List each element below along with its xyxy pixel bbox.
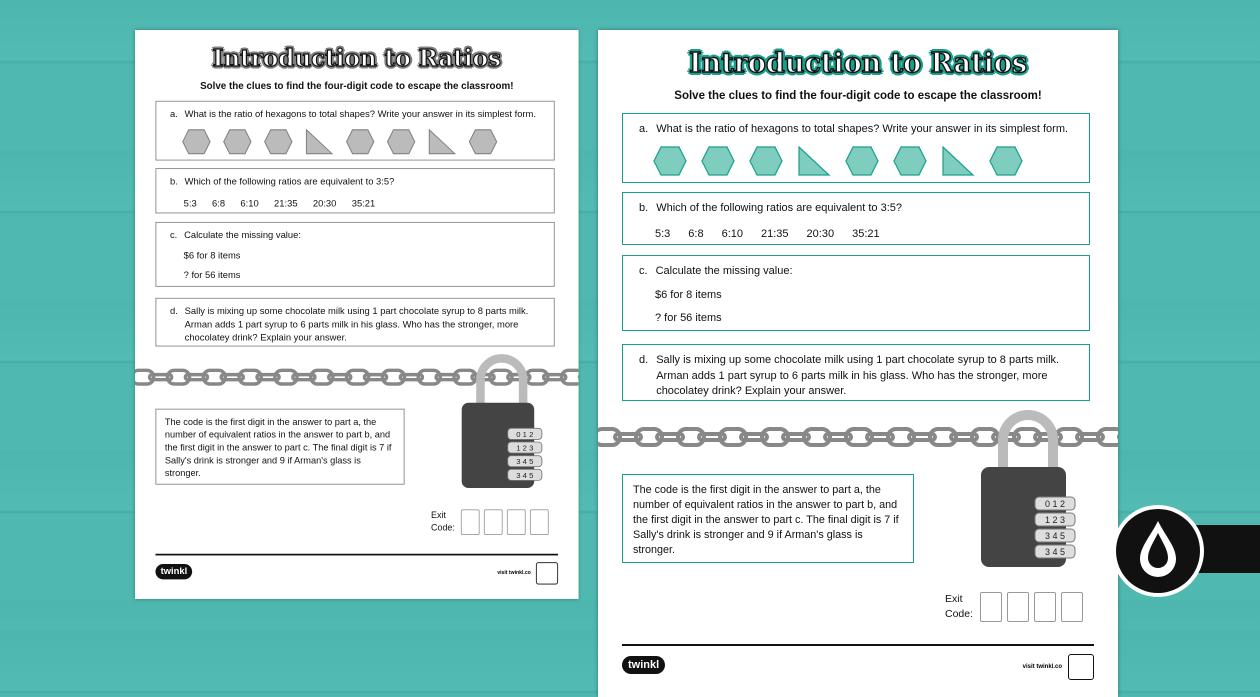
- hexagon-shape: [346, 129, 375, 159]
- lock-dial: 1 2 3: [1044, 515, 1066, 525]
- question-c: [622, 255, 1090, 331]
- code-instructions: The code is the first digit in the answer to part a, the number of equivalent ratios in the answer to part b, and the first digit in the answer to part c. The final digit is 7 if Sally's drink is stronger and 9 if Arman's glass is stronger.: [622, 474, 914, 563]
- worksheet-title: Introduction to Ratios: [212, 45, 501, 72]
- lock-dial: 3 4 5: [516, 457, 534, 467]
- hexagon-shape: [989, 146, 1023, 182]
- hexagon-shape: [469, 129, 498, 159]
- exit-code-boxes: [980, 592, 1083, 622]
- ratio-option: 5:3: [655, 227, 671, 240]
- worksheet-subtitle: Solve the clues to find the four-digit code to escape the classroom!: [674, 90, 1042, 102]
- code-digit-box[interactable]: [507, 509, 526, 535]
- triangle-shape: [797, 146, 831, 182]
- question-text: Which of the following ratios are equivalent to 3:5?: [184, 176, 395, 187]
- lock-dial: 1 2 3: [516, 443, 534, 453]
- code-instructions: The code is the first digit in the answer to part a, the number of equivalent ratios in the answer to part b, and the first digit in the answer to part c. The final digit is 7 if Sally's drink is stronger and 9 if Arman's glass is stronger.: [155, 409, 404, 485]
- price-line: $6 for 8 items: [183, 250, 241, 261]
- question-letter: c.: [639, 265, 648, 277]
- hexagon-shape: [653, 146, 687, 182]
- question-text: Which of the following ratios are equivalent to 3:5?: [656, 202, 902, 214]
- padlock-icon: [973, 405, 1083, 575]
- twinkl-logo: twinkl: [622, 656, 665, 674]
- ratio-option: 21:35: [761, 227, 789, 240]
- ratio-option: 6:8: [688, 227, 704, 240]
- hexagon-shape: [845, 146, 879, 182]
- question-letter: d.: [169, 306, 178, 317]
- question-b: [622, 192, 1090, 245]
- hexagon-shape: [223, 129, 252, 159]
- ratio-option: 21:35: [274, 198, 298, 209]
- visit-link: visit twinkl.co: [497, 570, 531, 576]
- question-text: What is the ratio of hexagons to total shapes? Write your answer in its simplest form.: [656, 123, 1069, 135]
- lock-dial: 0 1 2: [1044, 499, 1066, 509]
- exit-code-label: [945, 592, 973, 622]
- question-d: [622, 344, 1090, 401]
- code-digit-box[interactable]: [530, 509, 549, 535]
- lock-dial: 3 4 5: [1044, 531, 1066, 541]
- question-c: [155, 222, 554, 287]
- quality-badge-icon: [536, 562, 558, 584]
- lock-dial: 3 4 5: [516, 470, 534, 480]
- code-digit-box[interactable]: [1061, 592, 1083, 622]
- missing-line: ? for 56 items: [183, 270, 241, 281]
- ratio-option: 20:30: [806, 227, 835, 240]
- question-letter: b.: [169, 176, 178, 187]
- missing-line: ? for 56 items: [655, 312, 722, 324]
- question-text: What is the ratio of hexagons to total shapes? Write your answer in its simplest form.: [184, 109, 536, 120]
- exit-code-label: [431, 509, 455, 535]
- worksheet-preview-color: [598, 30, 1118, 697]
- question-a: [622, 113, 1090, 183]
- visit-link: visit twinkl.co: [1022, 664, 1062, 670]
- lock-dial: 0 1 2: [516, 429, 534, 439]
- ratio-option: 6:10: [721, 227, 744, 240]
- question-letter: a.: [169, 109, 178, 120]
- question-letter: a.: [639, 123, 649, 135]
- ratio-option: 5:3: [183, 198, 197, 209]
- ink-drop-icon: [1110, 503, 1260, 600]
- question-letter: b.: [639, 202, 649, 214]
- code-digit-box[interactable]: [1034, 592, 1056, 622]
- question-text: Calculate the missing value:: [655, 265, 793, 277]
- hexagon-shape: [893, 146, 927, 182]
- footer-divider: [155, 554, 558, 556]
- ratio-option: 35:21: [351, 198, 376, 209]
- worksheet-subtitle: Solve the clues to find the four-digit code to escape the classroom!: [200, 81, 514, 92]
- padlock-icon: [455, 350, 549, 495]
- worksheet-title: Introduction to Ratios: [688, 48, 1028, 79]
- code-digit-box[interactable]: [461, 509, 480, 535]
- exit-label-line2: Code:: [430, 523, 455, 534]
- exit-label-line1: Exit: [430, 510, 446, 521]
- question-a: [155, 101, 554, 161]
- ratio-option: 6:10: [240, 198, 259, 209]
- lock-dial: 3 4 5: [1044, 547, 1066, 557]
- exit-code-boxes: [461, 509, 549, 535]
- twinkl-logo: twinkl: [155, 564, 192, 579]
- question-text: Sally is mixing up some chocolate milk using 1 part chocolate syrup to 8 parts milk. Arman adds 1 part syrup to 6 parts milk in his glass. Who has the stronger, more chocolatey drink? Explain your answer.: [184, 306, 529, 344]
- code-digit-box[interactable]: [484, 509, 503, 535]
- exit-label-line2: Code:: [945, 608, 974, 620]
- hexagon-shape: [749, 146, 783, 182]
- price-line: $6 for 8 items: [655, 288, 722, 301]
- question-b: [155, 168, 554, 213]
- code-digit-box[interactable]: [1007, 592, 1029, 622]
- quality-badge-icon: [1068, 654, 1094, 680]
- hexagon-shape: [701, 146, 735, 182]
- worksheet-preview-grayscale: [135, 30, 579, 599]
- question-text: Sally is mixing up some chocolate milk using 1 part chocolate syrup to 8 parts milk. Arman adds 1 part syrup to 6 parts milk in his glass. Who has the stronger, more chocolatey drink? Explain your answer.: [656, 354, 1060, 397]
- question-d: [155, 298, 554, 347]
- hexagon-shape: [264, 129, 293, 159]
- triangle-shape: [305, 129, 334, 159]
- triangle-shape: [428, 129, 457, 159]
- triangle-shape: [941, 146, 975, 182]
- ratio-option: 20:30: [312, 198, 337, 209]
- question-text: Calculate the missing value:: [184, 230, 301, 241]
- question-letter: c.: [169, 230, 178, 241]
- exit-label-line1: Exit: [945, 593, 963, 605]
- footer-divider: [622, 644, 1094, 646]
- code-digit-box[interactable]: [980, 592, 1002, 622]
- hexagon-shape: [387, 129, 416, 159]
- question-letter: d.: [639, 354, 649, 366]
- ratio-option: 35:21: [852, 227, 880, 240]
- ratio-option: 6:8: [212, 198, 226, 209]
- hexagon-shape: [182, 129, 211, 159]
